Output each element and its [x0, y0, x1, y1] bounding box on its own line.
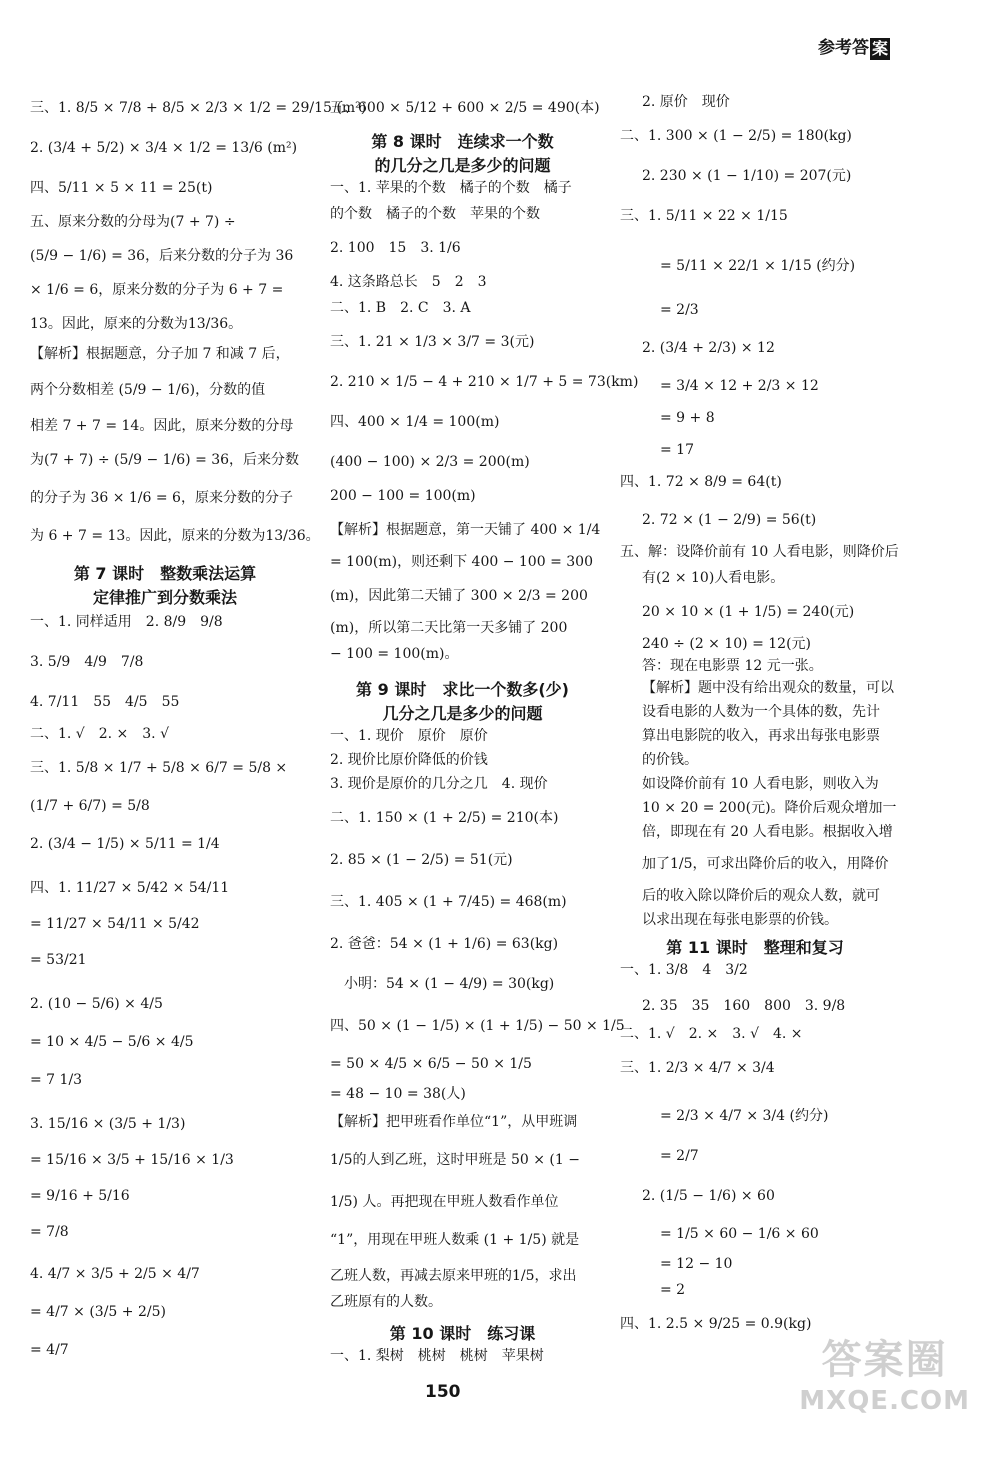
analysis-line: 10 × 20 = 200(元)。降价后观众增加一	[642, 800, 897, 816]
analysis-line: 乙班人数，再减去原来甲班的1/5，求出	[330, 1268, 577, 1284]
answer-line: = 7 1/3	[30, 1072, 83, 1088]
analysis-line: “1”，用现在甲班人数乘 (1 + 1/5) 就是	[330, 1232, 580, 1248]
answer-line: = 2	[660, 1282, 686, 1298]
answer-line: = 10 × 4/5 − 5/6 × 4/5	[30, 1034, 194, 1050]
analysis-line: 【解析】题中没有给出观众的数量，可以	[642, 680, 894, 696]
section-title: 的几分之几是多少的问题	[374, 156, 551, 175]
answer-line: 三、1. 405 × (1 + 7/45) = 468(m)	[330, 894, 567, 910]
page-number: 150	[425, 1382, 461, 1402]
analysis-line: (m)，所以第二天比第一天多铺了 200	[330, 620, 568, 636]
answer-line: 三、1. 21 × 1/3 × 3/7 = 3(元)	[330, 334, 535, 350]
analysis-line: 相差 7 + 7 = 14。因此，原来分数的分母	[30, 418, 294, 434]
answer-line: 小明：54 × (1 − 4/9) = 30(kg)	[344, 976, 555, 992]
header-title: 参考答	[818, 38, 869, 59]
answer-line: 五、解：设降价前有 10 人看电影，则降价后	[620, 544, 899, 560]
answer-line: 二、1. √ 2. × 3. √	[30, 726, 169, 742]
answer-line: 4. 4/7 × 3/5 + 2/5 × 4/7	[30, 1266, 200, 1282]
answer-line: 四、1. 2.5 × 9/25 = 0.9(kg)	[620, 1316, 812, 1332]
answer-line: × 1/6 = 6，原来分数的分子为 6 + 7 =	[30, 282, 284, 298]
answer-line: 20 × 10 × (1 + 1/5) = 240(元)	[642, 604, 855, 620]
answer-line: 200 − 100 = 100(m)	[330, 488, 476, 504]
analysis-line: 乙班原有的人数。	[330, 1294, 442, 1310]
answer-line: 2. 85 × (1 − 2/5) = 51(元)	[330, 852, 513, 868]
answer-line: 2. (3/4 + 5/2) × 3/4 × 1/2 = 13/6 (m²)	[30, 140, 298, 156]
analysis-line: 【解析】根据题意，分子加 7 和减 7 后，	[30, 346, 290, 362]
answer-line: 答：现在电影票 12 元一张。	[642, 658, 823, 674]
section-title: 几分之几是多少的问题	[382, 704, 543, 723]
answer-line: 的个数 橘子的个数 苹果的个数	[330, 206, 540, 222]
section-title: 第 9 课时 求比一个数多(少)	[356, 680, 569, 699]
answer-line: 一、1. 现价 原价 原价	[330, 728, 488, 744]
answer-line: 一、1. 同样适用 2. 8/9 9/8	[30, 614, 223, 630]
answer-line: 四、1. 11/27 × 5/42 × 54/11	[30, 880, 230, 896]
answer-line: = 2/3 × 4/7 × 3/4 (约分)	[660, 1108, 829, 1124]
answer-line: 三、1. 5/11 × 22 × 1/15	[620, 208, 788, 224]
analysis-line: (m)，因此第二天铺了 300 × 2/3 = 200	[330, 588, 588, 604]
analysis-line: 倍，即现在有 20 人看电影。根据收入增	[642, 824, 893, 840]
answer-line: 2. 现价比原价降低的价钱	[330, 752, 488, 768]
section-title: 第 11 课时 整理和复习	[666, 938, 844, 957]
answer-column-3	[620, 94, 899, 1336]
answer-column-2	[330, 94, 639, 1368]
answer-line: = 2/3	[660, 302, 699, 318]
answer-line: 13。因此，原来的分数为13/36。	[30, 316, 243, 332]
answer-line: 三、1. 8/5 × 7/8 + 8/5 × 2/3 × 1/2 = 29/15 (m²)	[30, 100, 367, 116]
answer-line: = 9/16 + 5/16	[30, 1188, 130, 1204]
answer-line: 3. 现价是原价的几分之几 4. 现价	[330, 776, 548, 792]
answer-line: 二、1. 150 × (1 + 2/5) = 210(本)	[330, 810, 559, 826]
analysis-line: 两个分数相差 (5/9 − 1/6)，分数的值	[30, 382, 266, 398]
answer-line: = 9 + 8	[660, 410, 715, 426]
answer-line: 2. 230 × (1 − 1/10) = 207(元)	[642, 168, 852, 184]
section-title: 定律推广到分数乘法	[92, 588, 237, 607]
answer-line: = 1/5 × 60 − 1/6 × 60	[660, 1226, 819, 1242]
answer-line: 240 ÷ (2 × 10) = 12(元)	[642, 636, 811, 652]
answer-line: 2. 35 35 160 800 3. 9/8	[642, 998, 846, 1014]
answer-line: 2. 72 × (1 − 2/9) = 56(t)	[642, 512, 817, 528]
answer-line: 2. 爸爸：54 × (1 + 1/6) = 63(kg)	[330, 936, 559, 952]
analysis-line: 的分子为 36 × 1/6 = 6，原来分数的分子	[30, 490, 293, 506]
answer-line: 二、1. 300 × (1 − 2/5) = 180(kg)	[620, 128, 852, 144]
answer-line: 四、400 × 1/4 = 100(m)	[330, 414, 500, 430]
answer-line: 3. 5/9 4/9 7/8	[30, 654, 144, 670]
answer-line: = 4/7 × (3/5 + 2/5)	[30, 1304, 166, 1320]
answer-line: 五、原来分数的分母为(7 + 7) ÷	[30, 214, 236, 230]
answer-line: (400 − 100) × 2/3 = 200(m)	[330, 454, 530, 470]
analysis-line: 后的收入除以降价后的观众人数，就可	[642, 888, 880, 904]
answer-line: = 7/8	[30, 1224, 69, 1240]
analysis-line: 加了1/5，可求出降价后的收入，用降价	[642, 856, 889, 872]
answer-line: = 3/4 × 12 + 2/3 × 12	[660, 378, 819, 394]
analysis-line: 为 6 + 7 = 13。因此，原来的分数为13/36。	[30, 528, 320, 544]
header-title-box: 案	[871, 39, 888, 58]
page-header	[818, 38, 890, 60]
analysis-line: 为(7 + 7) ÷ (5/9 − 1/6) = 36，后来分数	[30, 452, 300, 468]
answer-line: (1/7 + 6/7) = 5/8	[30, 798, 150, 814]
answer-line: 4. 这条路总长 5 2 3	[330, 274, 487, 290]
answer-line: 一、1. 3/8 4 3/2	[620, 962, 748, 978]
answer-line: 四、5/11 × 5 × 11 = 25(t)	[30, 180, 213, 196]
answer-line: = 5/11 × 22/1 × 1/15 (约分)	[660, 258, 856, 274]
answer-line: = 4/7	[30, 1342, 69, 1358]
answer-line: 二、1. B 2. C 3. A	[330, 300, 471, 316]
answer-line: = 50 × 4/5 × 6/5 − 50 × 1/5	[330, 1056, 532, 1072]
analysis-line: 1/5的人到乙班，这时甲班是 50 × (1 −	[330, 1152, 580, 1168]
answer-line: 2. (3/4 − 1/5) × 5/11 = 1/4	[30, 836, 220, 852]
answer-line: 2. (1/5 − 1/6) × 60	[642, 1188, 775, 1204]
answer-line: = 15/16 × 3/5 + 15/16 × 1/3	[30, 1152, 234, 1168]
answer-line: 2. 210 × 1/5 − 4 + 210 × 1/7 + 5 = 73(km)	[330, 374, 639, 390]
answer-line: 四、50 × (1 − 1/5) × (1 + 1/5) − 50 × 1/5	[330, 1018, 625, 1034]
answer-line: = 48 − 10 = 38(人)	[330, 1086, 466, 1102]
answer-line: 2. 100 15 3. 1/6	[330, 240, 461, 256]
answer-column-1	[30, 94, 367, 1362]
section-title: 第 10 课时 练习课	[389, 1324, 536, 1343]
analysis-line: 算出电影院的收入，再求出每张电影票	[642, 728, 880, 744]
analysis-line: 【解析】把甲班看作单位“1”，从甲班调	[330, 1114, 578, 1130]
analysis-line: 的价钱。	[642, 752, 698, 768]
answer-line: (5/9 − 1/6) = 36，后来分数的分子为 36	[30, 248, 294, 264]
watermark-text: 答案圈	[821, 1336, 948, 1383]
section-title: 第 8 课时 连续求一个数	[371, 132, 554, 151]
answer-line: 一、1. 苹果的个数 橘子的个数 橘子	[330, 180, 572, 196]
answer-line: 4. 7/11 55 4/5 55	[30, 694, 180, 710]
analysis-line: = 100(m)，则还剩下 400 − 100 = 300	[330, 554, 593, 570]
answer-line: 2. (10 − 5/6) × 4/5	[30, 996, 163, 1012]
analysis-line: − 100 = 100(m)。	[330, 646, 459, 662]
answer-line: 三、1. 2/3 × 4/7 × 3/4	[620, 1060, 775, 1076]
analysis-line: 1/5) 人。再把现在甲班人数看作单位	[330, 1194, 559, 1210]
answer-line: 有(2 × 10)人看电影。	[642, 570, 785, 586]
watermark-logo	[799, 1335, 970, 1418]
answer-line: = 11/27 × 54/11 × 5/42	[30, 916, 200, 932]
answer-line: 2. (3/4 + 2/3) × 12	[642, 340, 775, 356]
answer-line: 五、600 × 5/12 + 600 × 2/5 = 490(本)	[330, 100, 600, 116]
answer-line: 四、1. 72 × 8/9 = 64(t)	[620, 474, 782, 490]
analysis-line: 如设降价前有 10 人看电影，则收入为	[642, 776, 879, 792]
answer-line: 一、1. 梨树 桃树 桃树 苹果树	[330, 1348, 544, 1364]
answer-line: 二、1. √ 2. × 3. √ 4. ×	[620, 1026, 803, 1042]
analysis-line: 设看电影的人数为一个具体的数，先计	[642, 704, 880, 720]
answer-line: 三、1. 5/8 × 1/7 + 5/8 × 6/7 = 5/8 ×	[30, 760, 288, 776]
answer-line: = 17	[660, 442, 694, 458]
answer-line: = 12 − 10	[660, 1256, 733, 1272]
analysis-line: 以求出现在每张电影票的价钱。	[642, 912, 838, 928]
section-title: 第 7 课时 整数乘法运算	[73, 564, 257, 583]
analysis-line: 【解析】根据题意，第一天铺了 400 × 1/4	[330, 522, 601, 538]
answer-line: 3. 15/16 × (3/5 + 1/3)	[30, 1116, 186, 1132]
watermark-url: MXQE.COM	[799, 1385, 970, 1416]
answer-line: = 53/21	[30, 952, 87, 968]
answer-line: 2. 原价 现价	[642, 94, 730, 110]
answer-line: = 2/7	[660, 1148, 699, 1164]
